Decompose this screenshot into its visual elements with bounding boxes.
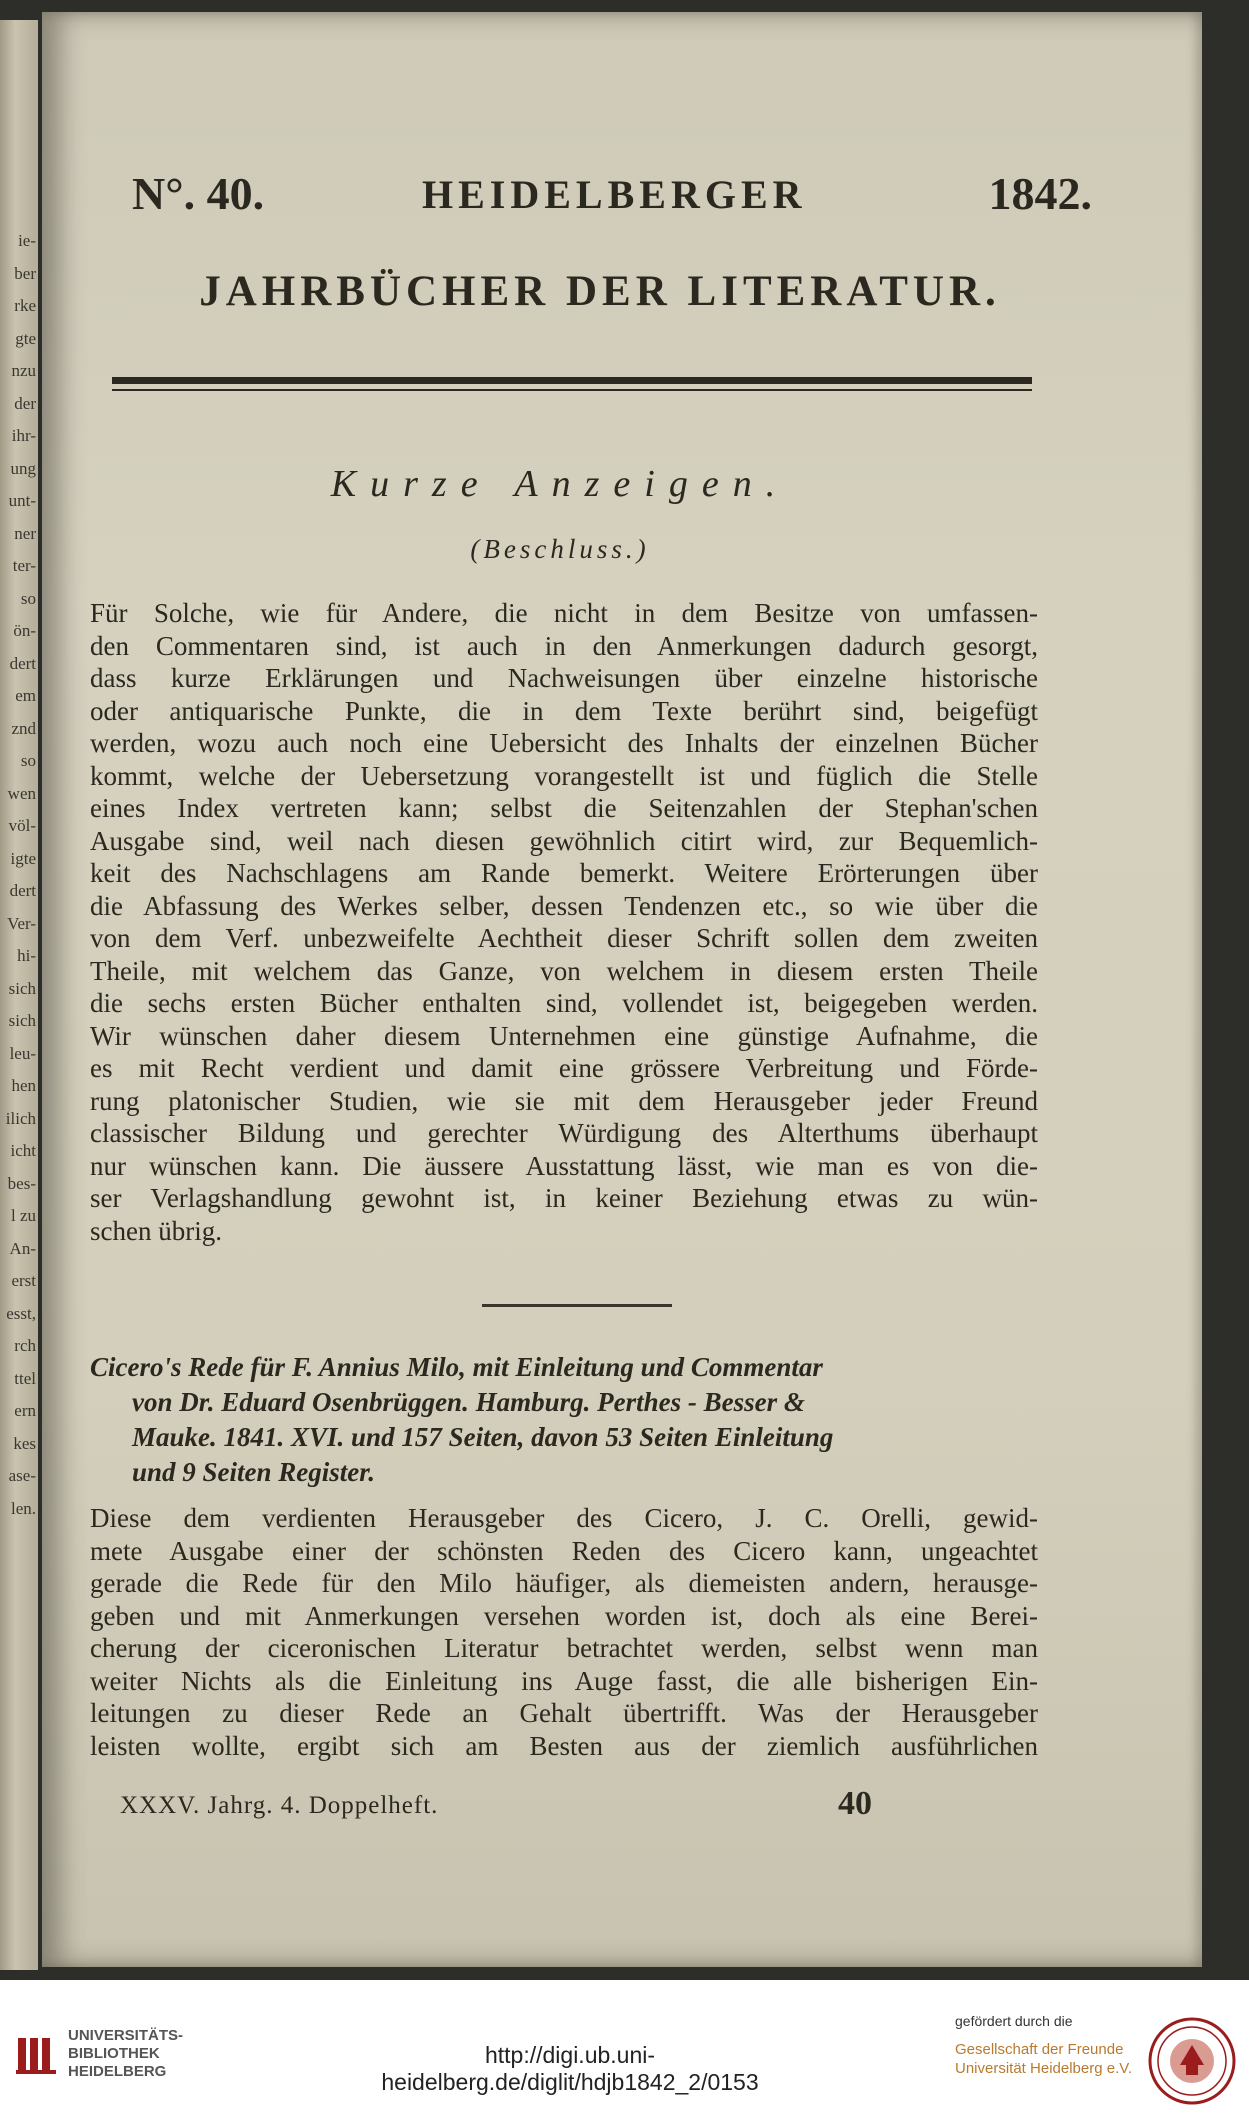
- text-line: es mit Recht verdient und damit eine grössere Verbreitung und Förde-: [90, 1053, 1038, 1083]
- text-line: Diese dem verdienten Herausgeber des Cicero, J. C. Orelli, gewid-: [90, 1503, 1038, 1533]
- margin-fragment: ner: [14, 523, 36, 543]
- text-line: oder antiquarische Punkte, die in dem Texte berührt sind, beigefügt: [90, 695, 1038, 726]
- library-name-line: BIBLIOTHEK: [68, 2045, 160, 2062]
- section-heading: Kurze Anzeigen.: [330, 463, 790, 505]
- issue-number: N°. 40.: [132, 168, 265, 219]
- section-divider: [482, 1304, 672, 1307]
- margin-fragment: ern: [14, 1401, 36, 1420]
- margin-fragment: leu-: [9, 1043, 36, 1063]
- margin-fragment: esst,: [6, 1303, 36, 1323]
- text-line: rung platonischer Studien, wie sie mit dem Herausgeber jeder Freund: [90, 1085, 1038, 1116]
- signature-mark: XXXV. Jahrg. 4. Doppelheft.: [120, 1792, 439, 1819]
- text-line: die sechs ersten Bücher enthalten sind, vollendet ist, beigegeben werden.: [90, 988, 1038, 1018]
- margin-fragment: Ver-: [7, 913, 36, 933]
- library-name-line: HEIDELBERG: [68, 2063, 167, 2080]
- margin-fragment: so: [20, 588, 36, 608]
- sponsor-label: gefördert durch die: [955, 2013, 1073, 2029]
- text-line: eines Index vertreten kann; selbst die Seitenzahlen der Stephan'schen: [90, 793, 1038, 823]
- library-name: [68, 2027, 183, 2081]
- text-line: cherung der ciceronischen Literatur betrachtet werden, selbst wenn man: [90, 1633, 1038, 1663]
- citation-line: Cicero's Rede für F. Annius Milo, mit Einleitung und Commentar: [90, 1352, 823, 1382]
- margin-fragment: dert: [9, 881, 36, 900]
- text-line: geben und mit Anmerkungen versehen worden ist, doch als eine Berei-: [90, 1600, 1038, 1631]
- margin-fragment: dert: [9, 653, 36, 673]
- text-line: Wir wünschen daher diesem Unternehmen eine günstige Aufnahme, die: [90, 1020, 1038, 1051]
- margin-fragment: sich: [8, 978, 36, 998]
- text-line: classischer Bildung und gerechter Würdigung des Alterthums überhaupt: [90, 1118, 1038, 1148]
- margin-fragment: icht: [10, 1141, 36, 1160]
- text-line: den Commentaren sind, ist auch in den Anmerkungen dadurch gesorgt,: [90, 630, 1038, 661]
- margin-fragment: kes: [13, 1433, 36, 1453]
- margin-fragment: An-: [9, 1238, 36, 1258]
- book-citation: [90, 1350, 1080, 1490]
- review-paragraph-2: [90, 1502, 1038, 1762]
- margin-fragment: ihr-: [11, 426, 36, 445]
- text-line: von dem Verf. unbezweifelte Aechtheit dieser Schrift sollen dem zweiten: [90, 923, 1038, 953]
- margin-fragment: igte: [10, 848, 36, 868]
- margin-fragment: l zu: [10, 1206, 36, 1225]
- margin-fragment: ter-: [12, 556, 36, 575]
- text-line: Theile, mit welchem das Ganze, von welchem in diesem ersten Theile: [90, 955, 1038, 986]
- margin-fragment: der: [14, 393, 36, 413]
- margin-fragment: hi-: [17, 946, 36, 965]
- text-line: Ausgabe sind, weil nach diesen gewöhnlich citirt wird, zur Bequemlich-: [90, 825, 1038, 856]
- issue-year: 1842.: [988, 168, 1092, 219]
- page-number: 40: [838, 1785, 872, 1822]
- previous-page-edge: [0, 20, 38, 1970]
- text-line: nur wünschen kann. Die äussere Ausstattung lässt, wie man es von die-: [90, 1150, 1038, 1181]
- margin-fragment: nzu: [11, 361, 36, 380]
- margin-text-fragments: [0, 225, 36, 1525]
- margin-fragment: wen: [7, 783, 36, 803]
- header-title: HEIDELBERGER: [422, 172, 807, 217]
- viewer-footer-bar: [0, 1980, 1249, 2122]
- margin-fragment: ung: [10, 458, 36, 478]
- margin-fragment: so: [20, 751, 36, 770]
- text-line: keit des Nachschlagens am Rande bemerkt. Weitere Erörterungen über: [90, 858, 1038, 888]
- margin-fragment: len.: [10, 1498, 36, 1518]
- citation-line: Mauke. 1841. XVI. und 157 Seiten, davon 53 Seiten Einleitung: [132, 1422, 834, 1452]
- margin-fragment: ber: [14, 263, 36, 283]
- journal-page: [42, 12, 1202, 1967]
- text-line: weiter Nichts als die Einleitung ins Auge fasst, die alle bisherigen Ein-: [90, 1665, 1038, 1696]
- journal-title: JAHRBÜCHER DER LITERATUR.: [199, 268, 1001, 315]
- header-rule-thin: [112, 389, 1032, 391]
- review-paragraph-1: [90, 597, 1038, 1247]
- text-line: werden, wozu auch noch eine Uebersicht des Inhalts der einzelnen Bücher: [90, 728, 1038, 758]
- margin-fragment: ilich: [5, 1108, 36, 1128]
- citation-line: von Dr. Eduard Osenbrüggen. Hamburg. Perthes - Besser &: [132, 1387, 805, 1417]
- text-line: leisten wollte, ergibt sich am Besten aus der ziemlich ausführlichen: [90, 1730, 1038, 1761]
- section-subheading: (Beschluss.): [470, 534, 650, 564]
- margin-fragment: em: [15, 686, 36, 705]
- margin-fragment: erst: [11, 1271, 36, 1290]
- text-line: mete Ausgabe einer der schönsten Reden des Cicero kann, ungeachtet: [90, 1535, 1038, 1566]
- text-line: dass kurze Erklärungen und Nachweisungen über einzelne historische: [90, 663, 1038, 693]
- margin-fragment: ttel: [14, 1368, 36, 1388]
- text-line: leitungen zu dieser Rede an Gehalt übertrifft. Was der Herausgeber: [90, 1698, 1038, 1728]
- text-line: kommt, welche der Uebersetzung vorangestellt ist und füglich die Stelle: [90, 760, 1038, 791]
- margin-fragment: ön-: [13, 621, 36, 640]
- margin-fragment: bes-: [7, 1173, 36, 1193]
- margin-fragment: sich: [8, 1011, 36, 1030]
- margin-fragment: rke: [14, 296, 36, 315]
- margin-fragment: gte: [15, 328, 36, 348]
- text-line: die Abfassung des Werkes selber, dessen Tendenzen etc., so wie über die: [90, 890, 1038, 921]
- margin-fragment: znd: [11, 718, 36, 738]
- text-line: ser Verlagshandlung gewohnt ist, in keiner Beziehung etwas zu wün-: [90, 1183, 1038, 1213]
- sponsor-name-line: Gesellschaft der Freunde: [955, 2041, 1124, 2058]
- text-line: schen übrig.: [90, 1215, 222, 1246]
- margin-fragment: ase-: [8, 1466, 36, 1485]
- library-logo-icon: [12, 2030, 60, 2078]
- text-line: gerade die Rede für den Milo häufiger, als diemeisten andern, herausge-: [90, 1568, 1038, 1598]
- header-rule-thick: [112, 377, 1032, 384]
- sponsor-name-line: Universität Heidelberg e.V.: [955, 2060, 1133, 2077]
- margin-fragment: unt-: [8, 491, 36, 510]
- margin-fragment: ie-: [18, 231, 36, 250]
- sponsor-name: [955, 2040, 1132, 2078]
- running-header: [132, 167, 1092, 227]
- margin-fragment: hen: [11, 1076, 36, 1095]
- page-url-link[interactable]: http://digi.ub.uni-heidelberg.de/diglit/hdjb1842_2/0153: [381, 2042, 759, 2095]
- margin-fragment: völ-: [8, 816, 36, 835]
- text-line: Für Solche, wie für Andere, die nicht in dem Besitze von umfassen-: [90, 598, 1038, 628]
- university-seal-icon: [1148, 2017, 1236, 2105]
- citation-line: und 9 Seiten Register.: [132, 1457, 376, 1487]
- library-name-line: UNIVERSITÄTS-: [68, 2027, 184, 2044]
- margin-fragment: rch: [14, 1336, 36, 1355]
